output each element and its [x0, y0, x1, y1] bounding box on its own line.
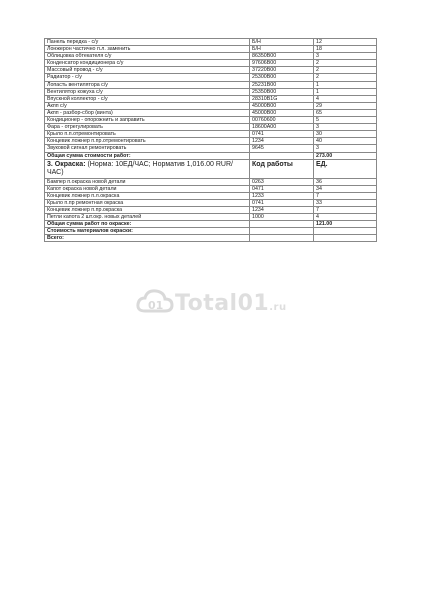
work-name: Акпп - разбор-сбор (винта) [45, 109, 250, 116]
watermark-text [175, 291, 287, 316]
column-header-code: Код работы [250, 159, 314, 178]
work-name: Звуковой сигнал ремонтировать [45, 145, 250, 152]
work-name: Впускной коллектор - с/у [45, 95, 250, 102]
paint-qty: 34 [314, 185, 377, 192]
paint-qty: 36 [314, 178, 377, 185]
cloud-logo-icon [135, 283, 175, 323]
work-qty: 40 [314, 138, 377, 145]
table-row [45, 185, 377, 192]
estimate-sheet [44, 38, 376, 242]
estimate-table [44, 38, 377, 242]
work-qty: 4 [314, 95, 377, 102]
materials-empty [250, 228, 314, 235]
work-total-value: 273.00 [314, 152, 377, 159]
watermark [135, 283, 295, 323]
work-code: 1234 [250, 138, 314, 145]
paint-name: Бампер п.окраска новой детали [45, 178, 250, 185]
section-title: 3. Окраска: [47, 160, 86, 168]
work-qty: 3 [314, 145, 377, 152]
table-row [45, 138, 377, 145]
work-total-empty [250, 152, 314, 159]
paint-qty: 7 [314, 192, 377, 199]
table-row [45, 192, 377, 199]
work-code: 25350B00 [250, 88, 314, 95]
work-name: Лонжерон частично п.л. заменить [45, 46, 250, 53]
table-row [45, 199, 377, 206]
work-code: 00760600 [250, 117, 314, 124]
paint-name: Концевик ложнер п.л.окраска [45, 192, 250, 199]
table-row [45, 145, 377, 152]
materials-row [45, 228, 377, 235]
paint-name: Крыло п.пр ремонтная окраска [45, 199, 250, 206]
work-name: Облицовка обтекателя с/у [45, 53, 250, 60]
work-code: Б/Н [250, 39, 314, 46]
table-row [45, 178, 377, 185]
section-header-painting [45, 159, 377, 178]
table-row [45, 206, 377, 213]
column-header-units: ЕД. [314, 159, 377, 178]
table-row [45, 81, 377, 88]
table-row [45, 53, 377, 60]
work-qty: 2 [314, 60, 377, 67]
work-qty: 1 [314, 81, 377, 88]
work-qty: 30 [314, 131, 377, 138]
table-row [45, 131, 377, 138]
work-total-label: Общая сумма стоимости работ: [45, 152, 250, 159]
table-row [45, 102, 377, 109]
table-row [45, 60, 377, 67]
work-code: 28310B1G [250, 95, 314, 102]
work-qty: 3 [314, 124, 377, 131]
work-name: Акпп с/у [45, 102, 250, 109]
work-qty: 1 [314, 88, 377, 95]
paint-code: 1233 [250, 192, 314, 199]
paint-total-label: Общая сумма работ по окраске: [45, 221, 250, 228]
work-code: 86350B00 [250, 53, 314, 60]
work-total-row [45, 152, 377, 159]
work-code: 18600A00 [250, 124, 314, 131]
watermark-suffix: .ru [269, 302, 287, 313]
section-title-cell [45, 159, 250, 178]
paint-qty: 7 [314, 206, 377, 213]
paint-code: 1234 [250, 206, 314, 213]
paint-total-empty [250, 221, 314, 228]
work-qty: 29 [314, 102, 377, 109]
materials-value [314, 228, 377, 235]
table-row [45, 109, 377, 116]
paint-code: 1000 [250, 214, 314, 221]
work-code: 45000B00 [250, 109, 314, 116]
table-row [45, 39, 377, 46]
work-name: Кондиционер - опорожнить и заправить [45, 117, 250, 124]
paint-total-value: 121.00 [314, 221, 377, 228]
work-name: Крыло п.п.отремонтировать [45, 131, 250, 138]
work-code: 25231B00 [250, 81, 314, 88]
section-note: (Норма: 10ЕД/ЧАС; Норматив 1,016.00 RUR/ЧАС) [47, 160, 233, 176]
grand-total-label: Всего: [45, 235, 250, 242]
work-name: Фара - отрегулировать [45, 124, 250, 131]
paint-name: Петли капота 2 шт.окр. новых деталей [45, 214, 250, 221]
work-qty: 2 [314, 74, 377, 81]
table-row [45, 95, 377, 102]
work-qty: 2 [314, 67, 377, 74]
grand-total-empty [250, 235, 314, 242]
svg-text:01: 01 [148, 299, 164, 312]
paint-qty: 33 [314, 199, 377, 206]
work-name: Конденсатор кондиционера с/у [45, 60, 250, 67]
work-code: 45000B00 [250, 102, 314, 109]
table-row [45, 74, 377, 81]
grand-total-value [314, 235, 377, 242]
paint-code: 0741 [250, 199, 314, 206]
paint-qty: 4 [314, 214, 377, 221]
work-name: Вентилятор кожуха с/у [45, 88, 250, 95]
table-row [45, 117, 377, 124]
table-row [45, 67, 377, 74]
table-row [45, 124, 377, 131]
work-qty: 12 [314, 39, 377, 46]
work-name: Массовый провод - с/у [45, 67, 250, 74]
work-qty: 5 [314, 117, 377, 124]
work-name: Панель передка - с/у [45, 39, 250, 46]
paint-name: Капот окраска новой детали [45, 185, 250, 192]
work-code: 97606B00 [250, 60, 314, 67]
paint-name: Концевик ложнер п.пр.окраска [45, 206, 250, 213]
work-name: Лопасть вентилятора с/у [45, 81, 250, 88]
paint-total-row [45, 221, 377, 228]
materials-label: Стоимость материалов окраски: [45, 228, 250, 235]
work-code: 37220B00 [250, 67, 314, 74]
work-code: 9645 [250, 145, 314, 152]
work-qty: 65 [314, 109, 377, 116]
work-qty: 18 [314, 46, 377, 53]
work-name: Концевик ложнер п.пр.отремонтировать [45, 138, 250, 145]
grand-total-row [45, 235, 377, 242]
work-qty: 3 [314, 53, 377, 60]
work-code: 0741 [250, 131, 314, 138]
work-name: Радиатор - с/у [45, 74, 250, 81]
work-code: Б/Н [250, 46, 314, 53]
work-code: 25300B00 [250, 74, 314, 81]
table-row [45, 88, 377, 95]
table-row [45, 214, 377, 221]
watermark-brand: Total01 [175, 291, 270, 316]
table-row [45, 46, 377, 53]
paint-code: 0263 [250, 178, 314, 185]
paint-code: 0471 [250, 185, 314, 192]
